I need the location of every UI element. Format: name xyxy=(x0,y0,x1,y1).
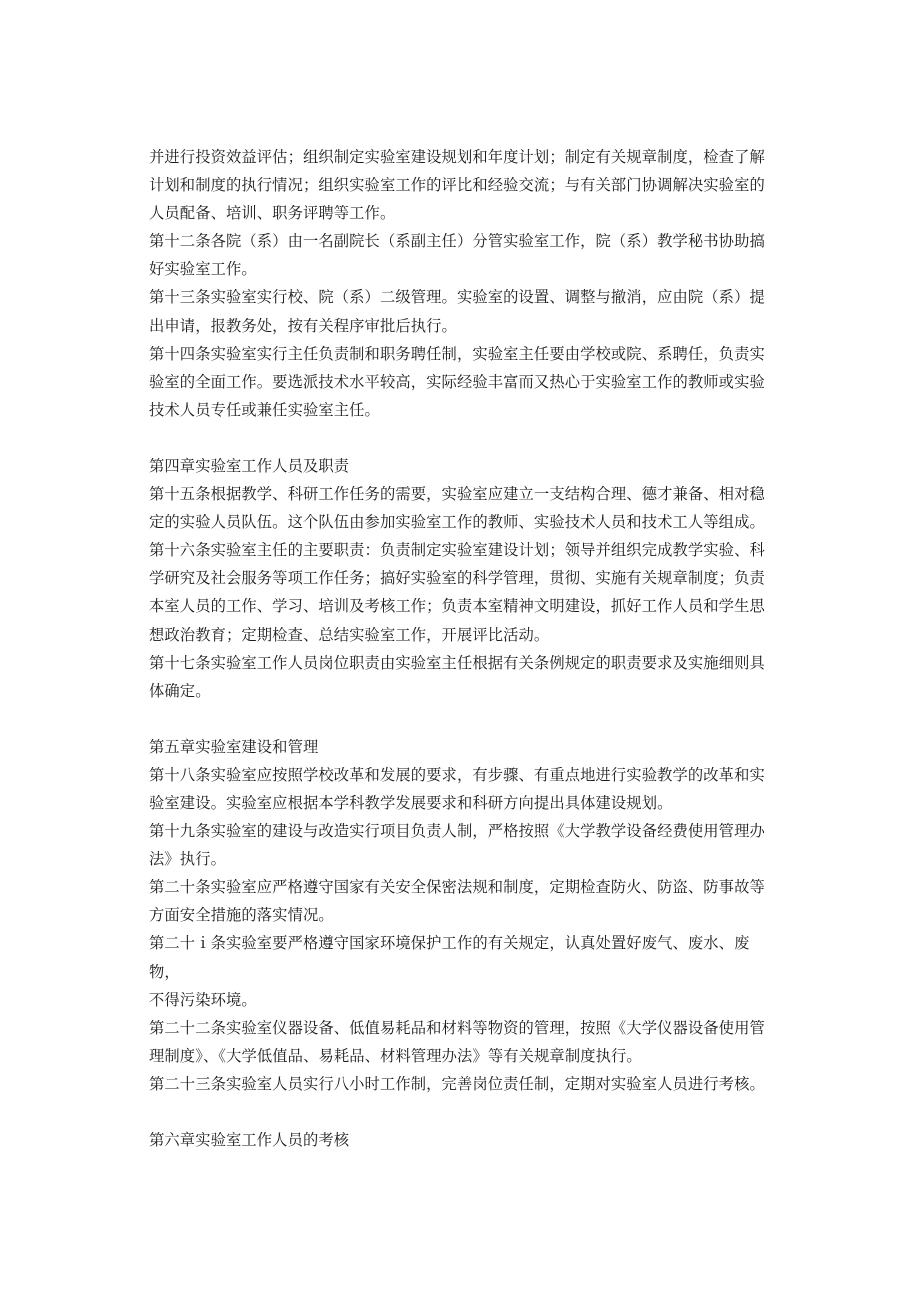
paragraph-article-12: 第十二条各院（系）由一名副院长（系副主任）分管实验室工作，院（系）教学秘书协助搞 好实验室工作。 xyxy=(149,232,765,279)
paragraph-article-13: 第十三条实验室实行校、院（系）二级管理。实验室的设置、调整与撤消，应由院（系）提 出申请，报教务处，按有关程序审批后执行。 xyxy=(149,288,765,335)
paragraph-article-23: 第二十三条实验室人员实行八小时工作制，完善岗位责任制，定期对实验室人员进行考核。 xyxy=(149,1074,765,1093)
section-spacer xyxy=(149,1098,779,1126)
chapter-5-heading: 第五章实验室建设和管理 xyxy=(149,737,319,756)
paragraph-investment-evaluation: 并进行投资效益评估；组织制定实验室建设规划和年度计划；制定有关规章制度，检查了解 计划和制度的执行情况；组织实验室工作的评比和经验交流；与有关部门协调解决实验室的 人员配备、培训、职务评聘等工作。 xyxy=(149,148,765,223)
paragraph-article-14: 第十四条实验室实行主任负责制和职务聘任制，实验室主任要由学校或院、系聘任，负责实 验室的全面工作。要选派技术水平较高，实际经验丰富而又热心于实验室工作的教师或实验 技术人员专任或兼任实验室主任。 xyxy=(149,344,765,419)
paragraph-article-20: 第二十条实验室应严格遵守国家有关安全保密法规和制度，定期检查防火、防盗、防事故等 方面安全措施的落实情况。 xyxy=(149,878,765,925)
chapter-4-heading: 第四章实验室工作人员及职责 xyxy=(149,456,350,475)
paragraph-article-19: 第十九条实验室的建设与改造实行项目负责人制，严格按照《大学教学设备经费使用管理办 法》执行。 xyxy=(149,822,765,869)
paragraph-article-16: 第十六条实验室主任的主要职责：负责制定实验室建设计划；领导并组织完成教学实验、科 学研究及社会服务等项工作任务；搞好实验室的科学管理，贯彻、实施有关规章制度；负责 本室人员的工作、学习、培训及考核工作；负责本室精神文明建设，抓好工作人员和学生思 想政治教育；定期检查、总结实验室工作，开展评比活动。 xyxy=(149,541,765,644)
paragraph-article-15: 第十五条根据教学、科研工作任务的需要，实验室应建立一支结构合理、德才兼备、相对稳 定的实验人员队伍。这个队伍由参加实验室工作的教师、实验技术人员和技术工人等组成。 xyxy=(149,485,765,532)
paragraph-article-21: 第二十ｉ条实验室要严格遵守国家环境保护工作的有关规定，认真处置好废气、废水、废物， 不得污染环境。 xyxy=(149,934,750,1009)
paragraph-article-18: 第十八条实验室应按照学校改革和发展的要求，有步骤、有重点地进行实验教学的改革和实 验室建设。实验室应根据本学科教学发展要求和科研方向提出具体建设规划。 xyxy=(149,765,765,812)
section-spacer xyxy=(149,424,779,452)
paragraph-article-22: 第二十二条实验室仪器设备、低值易耗品和材料等物资的管理，按照《大学仪器设备使用管 理制度》、《大学低值品、易耗品、材料管理办法》等有关规章制度执行。 xyxy=(149,1018,765,1065)
document-body xyxy=(149,143,779,1154)
chapter-6-heading: 第六章实验室工作人员的考核 xyxy=(149,1131,350,1149)
section-spacer xyxy=(149,705,779,733)
paragraph-article-17: 第十七条实验室工作人员岗位职责由实验室主任根据有关条例规定的职责要求及实施细则具 体确定。 xyxy=(149,653,765,700)
